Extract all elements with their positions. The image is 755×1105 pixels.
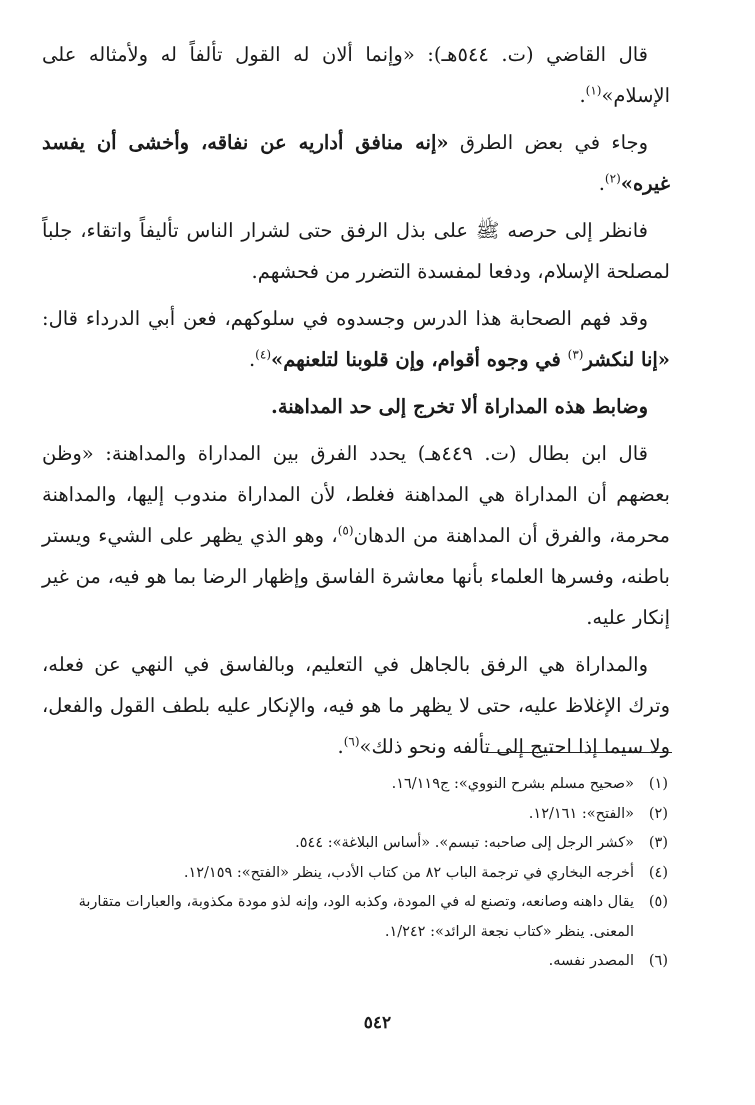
bold-quote: في وجوه أقوام، وإن قلوبنا لتلعنهم» <box>271 348 568 371</box>
footnote-number: (٦) <box>648 953 668 969</box>
bold-quote: «إنه منافق أداريه عن نفاقه، وأخشى أن يفسد غيره» <box>42 131 670 195</box>
paragraph-abu-darda <box>42 298 670 380</box>
footnote-number: (٤) <box>648 864 668 881</box>
page-number: ٥٤٢ <box>363 1013 392 1033</box>
paragraph-text: . <box>598 172 605 195</box>
paragraph-text: قال القاضي (ت. ٥٤٤هـ): «وإنما ألان له القول تألفاً له ولأمثاله على الإسلام» <box>42 43 670 107</box>
footnote-text: يقال داهنه وصانعه، وتصنع له في المودة، وكذبه الود، وإنه لذو مودة مكذوبة، والعبارات متقاربة المعنى. ينظر «كتاب نجعة الرائد»: ١/٢٤٢. <box>78 894 634 940</box>
section-heading: وضابط هذه المداراة ألا تخرج إلى حد المداهنة. <box>271 395 648 418</box>
page-body <box>42 34 670 773</box>
footnote-text: «صحيح مسلم بشرح النووي»: ج١٦/١١٩. <box>391 776 634 792</box>
paragraph-text: . <box>337 735 344 758</box>
paragraph-text: . <box>579 84 586 107</box>
paragraph-ibn-battal <box>42 433 670 638</box>
paragraph-turuq <box>42 122 670 204</box>
footnote-text: المصدر نفسه. <box>548 953 634 969</box>
footnote-ref[interactable]: (٥) <box>337 523 354 538</box>
footnote-ref[interactable]: (٤) <box>255 347 271 362</box>
paragraph-qadi <box>42 34 670 116</box>
footnote-separator <box>482 752 672 753</box>
paragraph-text: ، وهو الذي يظهر على الشيء ويستر باطنه، وفسرها العلماء بأنها معاشرة الفاسق وإظهار الرضا بما هو فيه، من غير إنكار عليه. <box>42 524 670 629</box>
footnote-text: أخرجه البخاري في ترجمة الباب ٨٢ من كتاب الأدب، ينظر «الفتح»: ١٢/١٥٩. <box>183 864 634 881</box>
footnotes <box>70 770 668 977</box>
footnote-ref[interactable]: (٦) <box>343 734 360 749</box>
paragraph-mudarat <box>42 644 670 767</box>
footnote-ref[interactable]: (١) <box>585 83 602 98</box>
footnote-item <box>70 829 668 859</box>
paragraph-text: . <box>248 348 256 371</box>
footnote-text: «الفتح»: ١٢/١٦١. <box>528 805 634 822</box>
paragraph-text: قال ابن بطال (ت. ٤٤٩هـ) يحدد الفرق بين المداراة والمداهنة: «وظن بعضهم أن المداراة هي المداهنة فغلط، لأن المداراة مندوب إليها، والمداهنة محرمة، والفرق أن المداهنة من الدهان <box>42 442 670 547</box>
footnote-number: (٥) <box>648 894 668 910</box>
footnote-item <box>70 859 668 889</box>
footnote-ref[interactable]: (٢) <box>604 171 621 186</box>
footnote-item <box>70 800 668 830</box>
footnote-text: «كشر الرجل إلى صاحبه: تبسم». «أساس البلاغة»: ٥٤٤. <box>295 835 634 851</box>
footnote-item <box>70 888 668 947</box>
paragraph-text: والمداراة هي الرفق بالجاهل في التعليم، وبالفاسق في النهي عن فعله، وترك الإغلاظ عليه، حتى لا يظهر ما هو فيه، والإنكار عليه بلطف القول والفعل، ولا سيما إذا احتيج إلى تألفه ونحو ذلك» <box>42 653 670 758</box>
paragraph-text: وجاء في بعض الطرق <box>448 131 648 154</box>
bold-quote: «إنا لنكشر <box>583 348 670 371</box>
paragraph-text: وقد فهم الصحابة هذا الدرس وجسدوه في سلوكهم، فعن أبي الدرداء قال: <box>42 307 648 330</box>
footnote-ref[interactable]: (٣) <box>567 347 584 362</box>
footnote-number: (١) <box>648 776 668 792</box>
footnote-number: (٣) <box>648 835 668 851</box>
paragraph-rifq: فانظر إلى حرصه ﷺ على بذل الرفق حتى لشرار الناس تأليفاً واتقاء، جلباً لمصلحة الإسلام، ودفعا لمفسدة التضرر من فحشهم. <box>42 219 670 283</box>
footnote-item <box>70 947 668 977</box>
footnote-item <box>70 770 668 800</box>
footnote-number: (٢) <box>648 805 668 822</box>
